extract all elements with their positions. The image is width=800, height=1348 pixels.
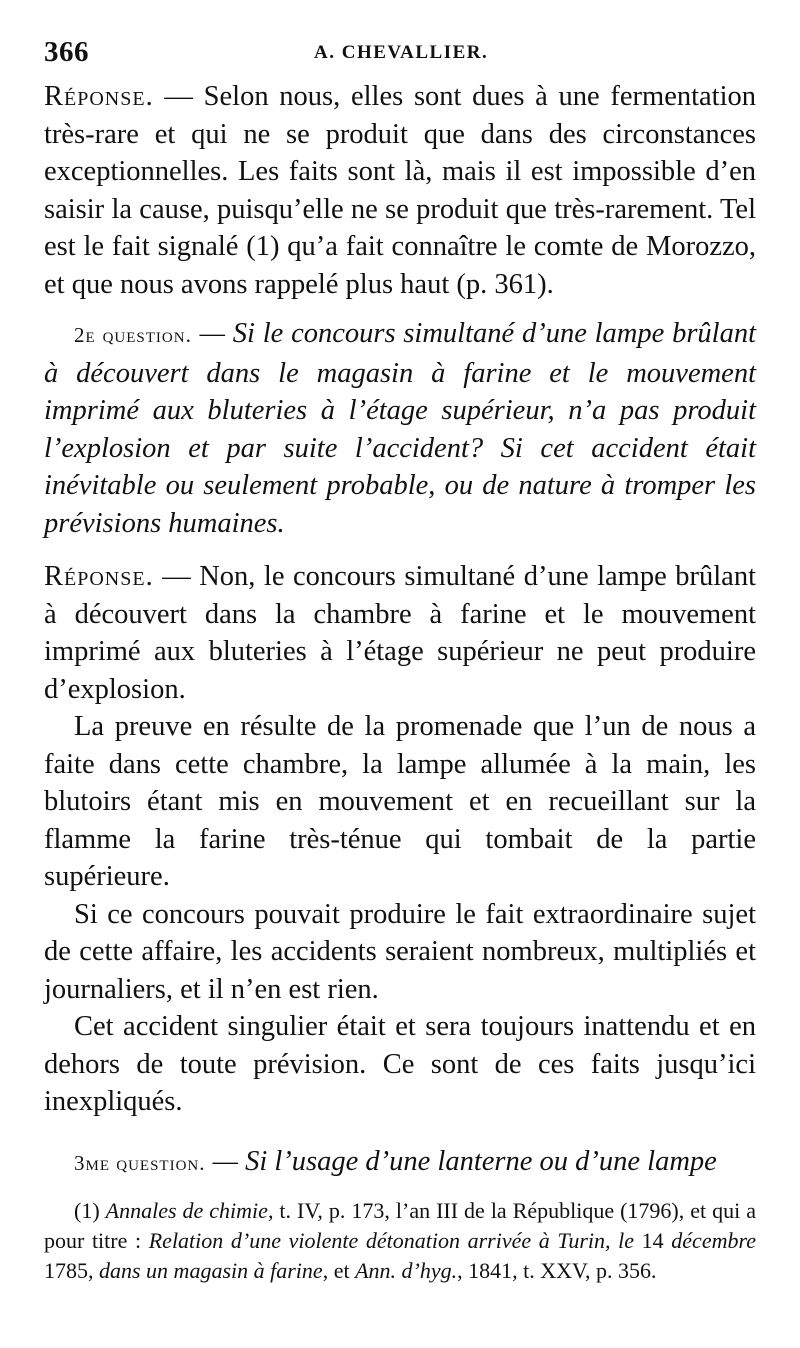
footnote-text: , t. IV, p. 173, l’an III de la République (1796), et qui a pour titre :: [44, 1198, 756, 1253]
question-3: [44, 1143, 756, 1183]
footnote-source: Annales de chimie: [105, 1198, 268, 1223]
footnote-text: 14: [634, 1228, 672, 1253]
question-text: — Si le concours simultané d’une lampe brûlant à découvert dans le magasin à farine et le mouvement imprimé aux bluteries à l’étage supérieur, n’a pas produit l’explosion et par suite l’accident? Si cet accident était inévitable ou seulement probable, ou de nature à tromper les prévisions humaines.: [44, 318, 757, 539]
running-head: A. CHEVALLIER.: [314, 42, 489, 63]
paragraph-accident: Cet accident singulier était et sera toujours inattendu et en dehors de toute prévision. Ce sont de ces faits jusqu’ici inexpliqués.: [44, 1011, 756, 1117]
answer-label: Réponse.: [44, 81, 154, 112]
answer-1: [44, 78, 756, 303]
paragraph-concours: Si ce concours pouvait produire le fait extraordinaire sujet de cette affaire, les accidents seraient nombreux, multipliés et journaliers, et il n’en est rien.: [44, 898, 756, 1005]
question-label: 3me question.: [74, 1150, 206, 1175]
answer-2: [44, 558, 756, 708]
footnote-text: 1785,: [44, 1258, 99, 1283]
footnote-text: , 1841, t. XXV, p. 356.: [457, 1258, 657, 1283]
question-label: 2e question.: [74, 323, 192, 347]
answer-text: — Non, le concours simultané d’une lampe brûlant à découvert dans la chambre à farine et le mouvement imprimé aux bluteries à l’étage supérieur ne peut produire d’explosion.: [44, 561, 756, 705]
page-header: [44, 36, 756, 72]
footnote-title: décembre: [671, 1228, 756, 1253]
footnote-title: dans un magasin à farine: [99, 1258, 323, 1283]
answer-text: — Selon nous, elles sont dues à une fermentation très-rare et qui ne se produit que dans des circonstances exceptionnelles. Les faits sont là, mais il est impossible d’en saisir la cause, puisqu’elle ne se produit que très-rarement. Tel est le fait signalé (1) qu’a fait connaître le comte de Morozzo, et que nous avons rappelé plus haut (p. 361).: [44, 81, 756, 300]
main-text: [44, 78, 756, 1182]
answer-label: Réponse.: [44, 561, 154, 592]
footnote-source: Ann. d’hyg.: [355, 1258, 458, 1283]
page-number: 366: [44, 36, 89, 68]
question-text: — Si l’usage d’une lanterne ou d’une lampe: [205, 1145, 717, 1177]
footnote-title: Relation d’une violente détonation arrivée à Turin, le: [148, 1228, 635, 1253]
footnote-marker: (1): [74, 1198, 106, 1223]
question-2: [44, 315, 756, 542]
paragraph-proof: La preuve en résulte de la promenade que l’un de nous a faite dans cette chambre, la lampe allumée à la main, les blutoirs étant mis en mouvement et en recueillant sur la flamme la farine très-ténue qui tombait de la partie supérieure.: [44, 711, 756, 892]
footnotes: [44, 1196, 756, 1286]
footnote-1: [44, 1196, 756, 1286]
footnote-text: , et: [322, 1258, 356, 1283]
